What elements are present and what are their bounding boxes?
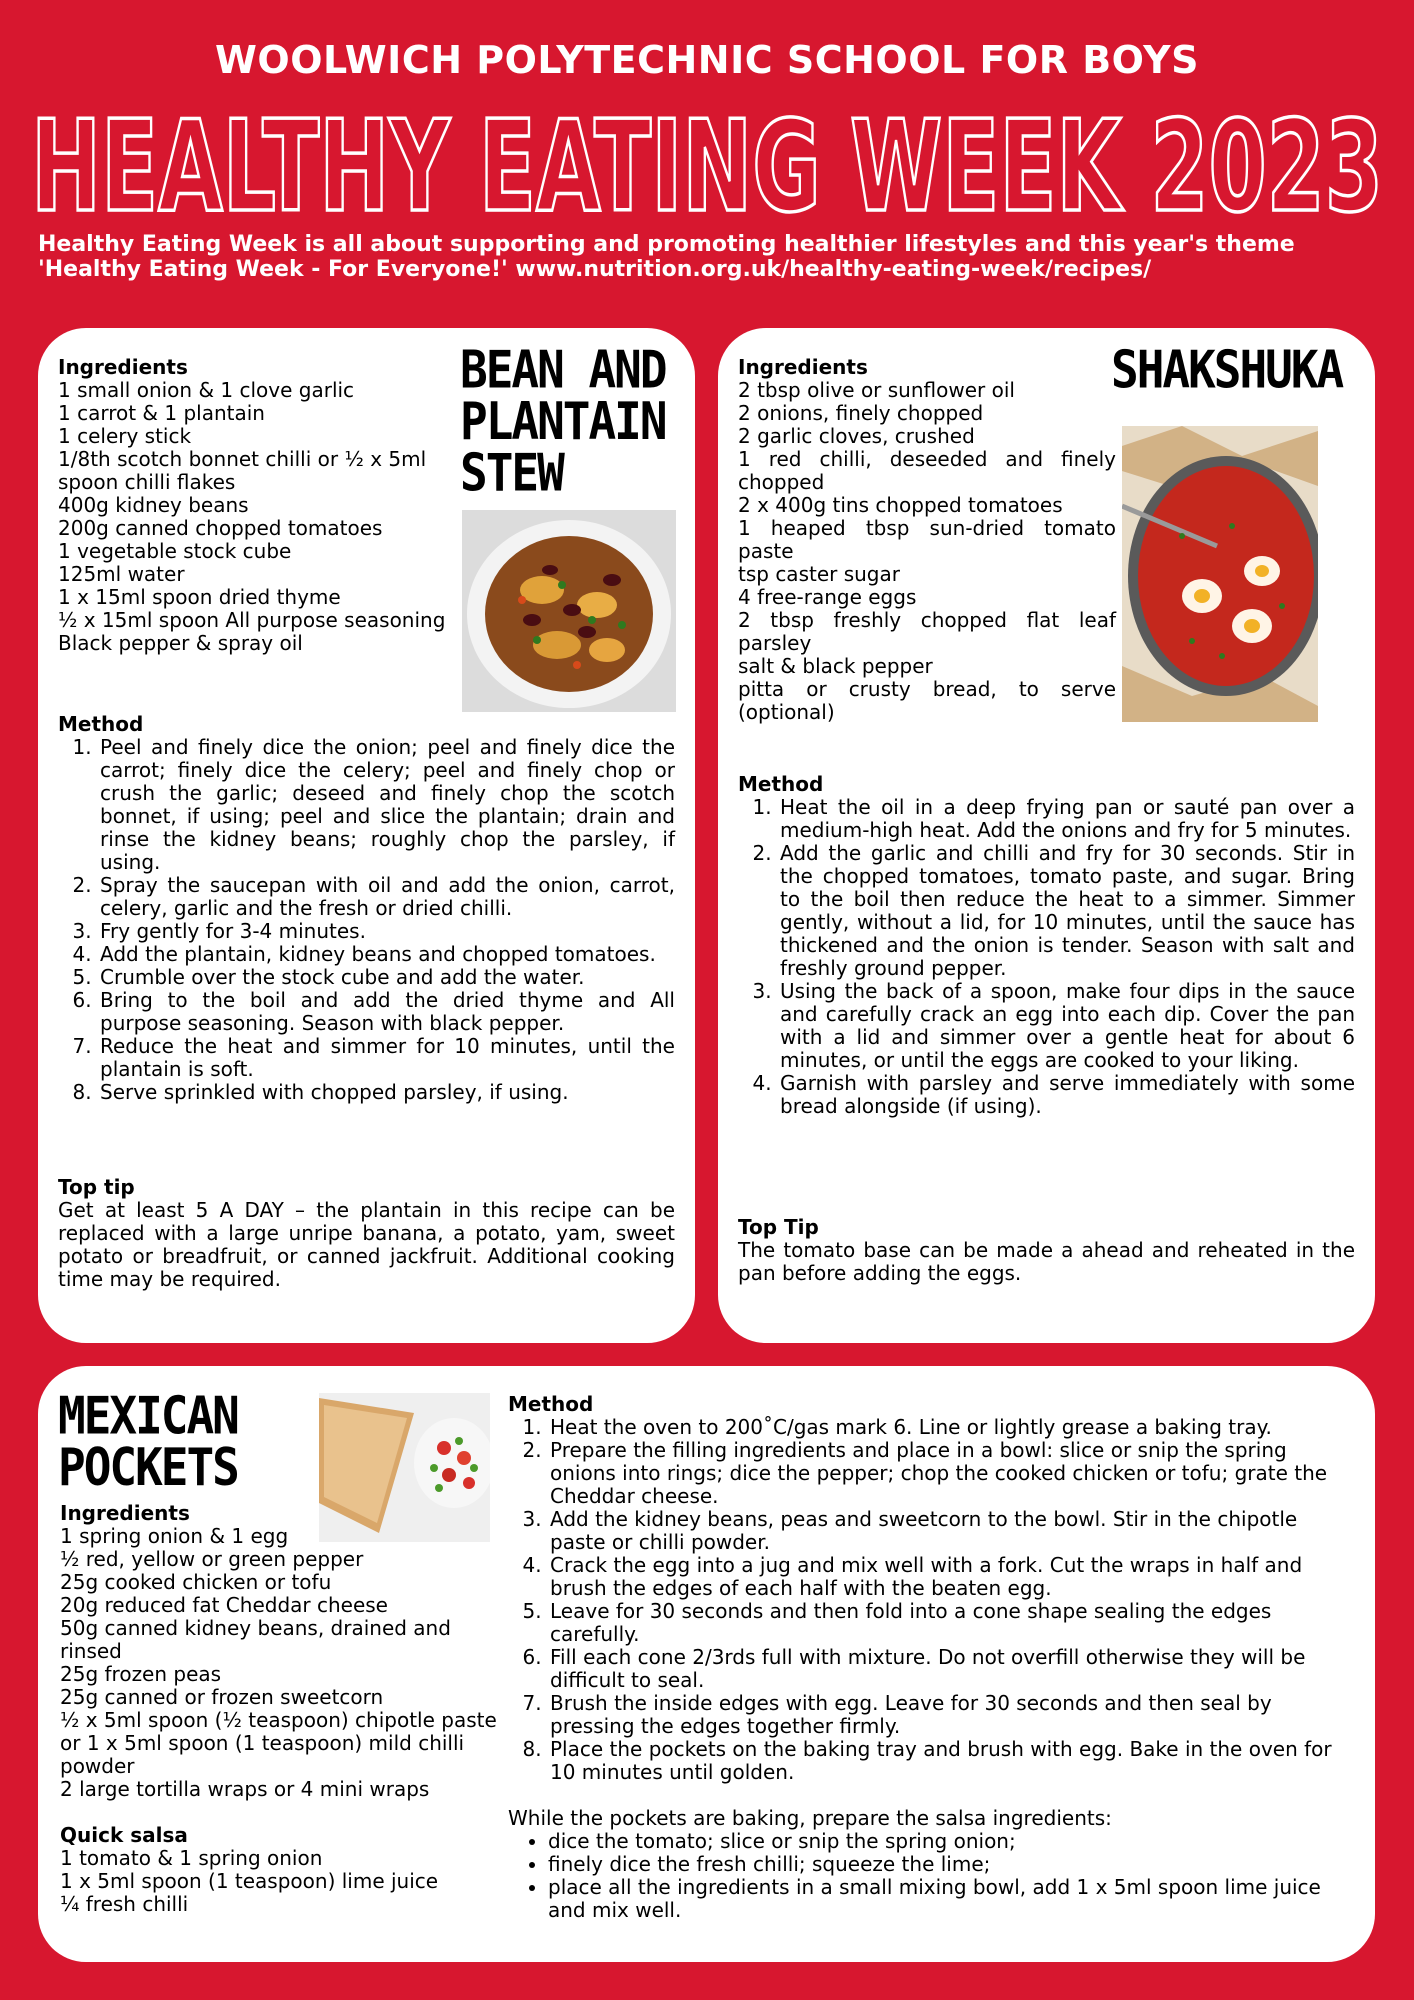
mexican-title-line: POCKETS bbox=[58, 1437, 238, 1498]
ingredient-item: ½ x 15ml spoon All purpose seasoning bbox=[58, 608, 446, 632]
ingredient-item: 125ml water bbox=[58, 562, 185, 586]
event-title bbox=[0, 98, 1414, 223]
method-step: 5. Crumble over the stock cube and add the water. bbox=[98, 966, 675, 989]
method-step: 7. Reduce the heat and simmer for 10 minutes, until the plantain is soft. bbox=[98, 1035, 675, 1081]
method-step: 4. Add the plantain, kidney beans and chopped tomatoes. bbox=[98, 943, 675, 966]
salsa-heading: Quick salsa bbox=[60, 1823, 188, 1847]
ingredient-item: tsp caster sugar bbox=[738, 562, 900, 586]
salsa-step: • dice the tomato; slice or snip the spring onion; bbox=[548, 1830, 1358, 1853]
salsa-step: • place all the ingredients in a small mixing bowl, add 1 x 5ml spoon lime juice and mix well. bbox=[548, 1876, 1358, 1922]
ingredient-item: 2 onions, finely chopped bbox=[738, 401, 984, 425]
ingredient-item: 2 tbsp freshly chopped flat leaf parsley bbox=[738, 608, 1116, 655]
bean-stew-title-line: BEAN AND bbox=[460, 339, 666, 400]
ingredient-item: 25g frozen peas bbox=[60, 1662, 222, 1686]
shakshuka-tip bbox=[738, 1216, 1355, 1285]
method-step: 1. Heat the oil in a deep frying pan or sauté pan over a medium-high heat. Add the onions and fry for 5 minutes. bbox=[778, 796, 1355, 842]
ingredient-item: pitta or crusty bread, to serve (optional) bbox=[738, 677, 1116, 724]
method-heading: Method bbox=[58, 712, 144, 736]
ingredient-item: ½ x 5ml spoon (½ teaspoon) chipotle paste bbox=[60, 1708, 497, 1732]
bean-stew-method bbox=[58, 713, 675, 1104]
salsa-item: ¼ fresh chilli bbox=[60, 1892, 189, 1916]
method-step: 7. Brush the inside edges with egg. Leave for 30 seconds and then seal by pressing the edges together firmly. bbox=[548, 1692, 1358, 1738]
ingredient-item: 400g kidney beans bbox=[58, 493, 249, 517]
ingredient-item: 1/8th scotch bonnet chilli or ½ x 5ml spoon chilli flakes bbox=[58, 447, 427, 494]
bean-stew-ingredients bbox=[58, 356, 453, 655]
intro-text bbox=[38, 232, 1388, 282]
tip-heading: Top tip bbox=[58, 1175, 135, 1199]
school-name: WOOLWICH POLYTECHNIC SCHOOL FOR BOYS bbox=[214, 38, 1199, 82]
ingredient-item: 25g canned or frozen sweetcorn bbox=[60, 1685, 384, 1709]
method-step: 3. Fry gently for 3-4 minutes. bbox=[98, 920, 675, 943]
ingredients-heading: Ingredients bbox=[58, 355, 188, 379]
ingredient-item: 1 small onion & 1 clove garlic bbox=[58, 378, 355, 402]
mexican-pockets-card bbox=[38, 1366, 1375, 1962]
event-title-text: HEALTHY EATING WEEK 2023 bbox=[31, 98, 1383, 223]
ingredient-item: 1 heaped tbsp sun-dried tomato paste bbox=[738, 516, 1116, 563]
method-step: 8. Serve sprinkled with chopped parsley, if using. bbox=[98, 1081, 675, 1104]
ingredients-heading: Ingredients bbox=[60, 1501, 190, 1525]
shakshuka-method bbox=[738, 773, 1355, 1118]
bean-stew-photo bbox=[462, 510, 676, 712]
intro-line-1: Healthy Eating Week is all about supporting and promoting healthier lifestyles and this year's theme bbox=[38, 232, 1295, 257]
ingredients-heading: Ingredients bbox=[738, 355, 868, 379]
method-step: 3. Add the kidney beans, peas and sweetcorn to the bowl. Stir in the chipotle paste or chilli powder. bbox=[548, 1508, 1358, 1554]
bean-plantain-stew-card bbox=[38, 328, 695, 1343]
ingredient-item: salt & black pepper bbox=[738, 654, 933, 678]
ingredient-item: 1 spring onion & 1 egg bbox=[60, 1524, 289, 1548]
method-step: 3. Using the back of a spoon, make four dips in the sauce and carefully crack an egg into each dip. Cover the pan with a lid and simmer over a gentle heat for about 6 minutes, or until the eggs are cooked to your liking. bbox=[778, 980, 1355, 1072]
mexican-ingredients bbox=[60, 1502, 500, 1916]
method-step: 4. Crack the egg into a jug and mix well with a fork. Cut the wraps in half and brush the edges of each half with the beaten egg. bbox=[548, 1554, 1358, 1600]
tip-heading: Top Tip bbox=[738, 1215, 819, 1239]
shakshuka-photo bbox=[1122, 426, 1318, 722]
salsa-step: • finely dice the fresh chilli; squeeze the lime; bbox=[548, 1853, 1358, 1876]
method-list bbox=[58, 736, 675, 1104]
method-step: 4. Garnish with parsley and serve immediately with some bread alongside (if using). bbox=[778, 1072, 1355, 1118]
method-step: 5. Leave for 30 seconds and then fold into a cone shape sealing the edges carefully. bbox=[548, 1600, 1358, 1646]
tip-text: The tomato base can be made a ahead and reheated in the pan before adding the eggs. bbox=[738, 1238, 1355, 1285]
salsa-item: 1 x 5ml spoon (1 teaspoon) lime juice bbox=[60, 1869, 439, 1893]
method-list bbox=[508, 1416, 1358, 1784]
method-step: 8. Place the pockets on the baking tray and brush with egg. Bake in the oven for 10 minutes until golden. bbox=[548, 1738, 1358, 1784]
ingredient-item: 2 garlic cloves, crushed bbox=[738, 424, 975, 448]
ingredient-item: 1 carrot & 1 plantain bbox=[58, 401, 265, 425]
intro-line-2: 'Healthy Eating Week - For Everyone!' www.nutrition.org.uk/healthy-eating-week/recipes/ bbox=[38, 257, 1152, 282]
method-step: 1. Heat the oven to 200˚C/gas mark 6. Line or lightly grease a baking tray. bbox=[548, 1416, 1358, 1439]
mexican-method bbox=[508, 1393, 1358, 1922]
mexican-pockets-title bbox=[58, 1385, 238, 1498]
tip-text: Get at least 5 A DAY – the plantain in this recipe can be replaced with a large unripe banana, a potato, yam, sweet potato or breadfruit, or canned jackfruit. Additional cooking time may be required. bbox=[58, 1198, 675, 1291]
method-heading: Method bbox=[508, 1392, 594, 1416]
ingredient-item: ½ red, yellow or green pepper bbox=[60, 1547, 364, 1571]
ingredient-item: 20g reduced fat Cheddar cheese bbox=[60, 1593, 388, 1617]
ingredient-item: 50g canned kidney beans, drained and rinsed bbox=[60, 1616, 451, 1663]
bean-stew-title bbox=[460, 339, 666, 504]
method-step: 6. Fill each cone 2/3rds full with mixture. Do not overfill otherwise they will be difficult to seal. bbox=[548, 1646, 1358, 1692]
salsa-item: 1 tomato & 1 spring onion bbox=[60, 1846, 323, 1870]
ingredient-item: 2 large tortilla wraps or 4 mini wraps bbox=[60, 1777, 430, 1801]
ingredient-item: 1 celery stick bbox=[58, 424, 192, 448]
ingredient-item: 1 vegetable stock cube bbox=[58, 539, 292, 563]
shakshuka-card bbox=[718, 328, 1375, 1343]
ingredient-item: 200g canned chopped tomatoes bbox=[58, 516, 383, 540]
ingredient-item: 2 x 400g tins chopped tomatoes bbox=[738, 493, 1063, 517]
method-step: 1. Peel and finely dice the onion; peel and finely dice the carrot; finely dice the celery; peel and finely chop or crush the garlic; deseed and finely chop the scotch bonnet, if using; peel and slice the plantain; drain and rinse the kidney beans; roughly chop the parsley, if using. bbox=[98, 736, 675, 874]
salsa-steps-list bbox=[508, 1830, 1358, 1922]
shakshuka-ingredients bbox=[738, 356, 1116, 724]
bean-stew-title-line: PLANTAIN bbox=[460, 391, 666, 452]
method-step: 2. Prepare the filling ingredients and place in a bowl: slice or snip the spring onions into rings; dice the pepper; chop the cooked chicken or tofu; grate the Cheddar cheese. bbox=[548, 1439, 1358, 1508]
method-list bbox=[738, 796, 1355, 1118]
bean-stew-title-line: STEW bbox=[460, 442, 563, 504]
ingredient-item: Black pepper & spray oil bbox=[58, 631, 303, 655]
bean-stew-tip bbox=[58, 1176, 675, 1291]
ingredient-item: 1 x 15ml spoon dried thyme bbox=[58, 585, 341, 609]
method-heading: Method bbox=[738, 772, 824, 796]
ingredient-item: 2 tbsp olive or sunflower oil bbox=[738, 378, 1015, 402]
ingredient-item: or 1 x 5ml spoon (1 teaspoon) mild chilli powder bbox=[60, 1731, 465, 1778]
method-step: 6. Bring to the boil and add the dried thyme and All purpose seasoning. Season with black pepper. bbox=[98, 989, 675, 1035]
shakshuka-title: SHAKSHUKA bbox=[1111, 339, 1343, 400]
ingredient-item: 25g cooked chicken or tofu bbox=[60, 1570, 332, 1594]
method-step: 2. Spray the saucepan with oil and add the onion, carrot, celery, garlic and the fresh or dried chilli. bbox=[98, 874, 675, 920]
mexican-title-line: MEXICAN bbox=[58, 1385, 238, 1446]
ingredient-item: 4 free-range eggs bbox=[738, 585, 917, 609]
event-title-outline bbox=[0, 98, 1414, 223]
salsa-intro: While the pockets are baking, prepare the salsa ingredients: bbox=[508, 1806, 1112, 1830]
ingredient-item: 1 red chilli, deseeded and finely chopped bbox=[738, 447, 1116, 494]
method-step: 2. Add the garlic and chilli and fry for 30 seconds. Stir in the chopped tomatoes, tomato paste, and sugar. Bring to the boil then reduce the heat to a simmer. Simmer gently, without a lid, for 10 minutes, until the sauce has thickened and the onion is tender. Season with salt and freshly ground pepper. bbox=[778, 842, 1355, 980]
